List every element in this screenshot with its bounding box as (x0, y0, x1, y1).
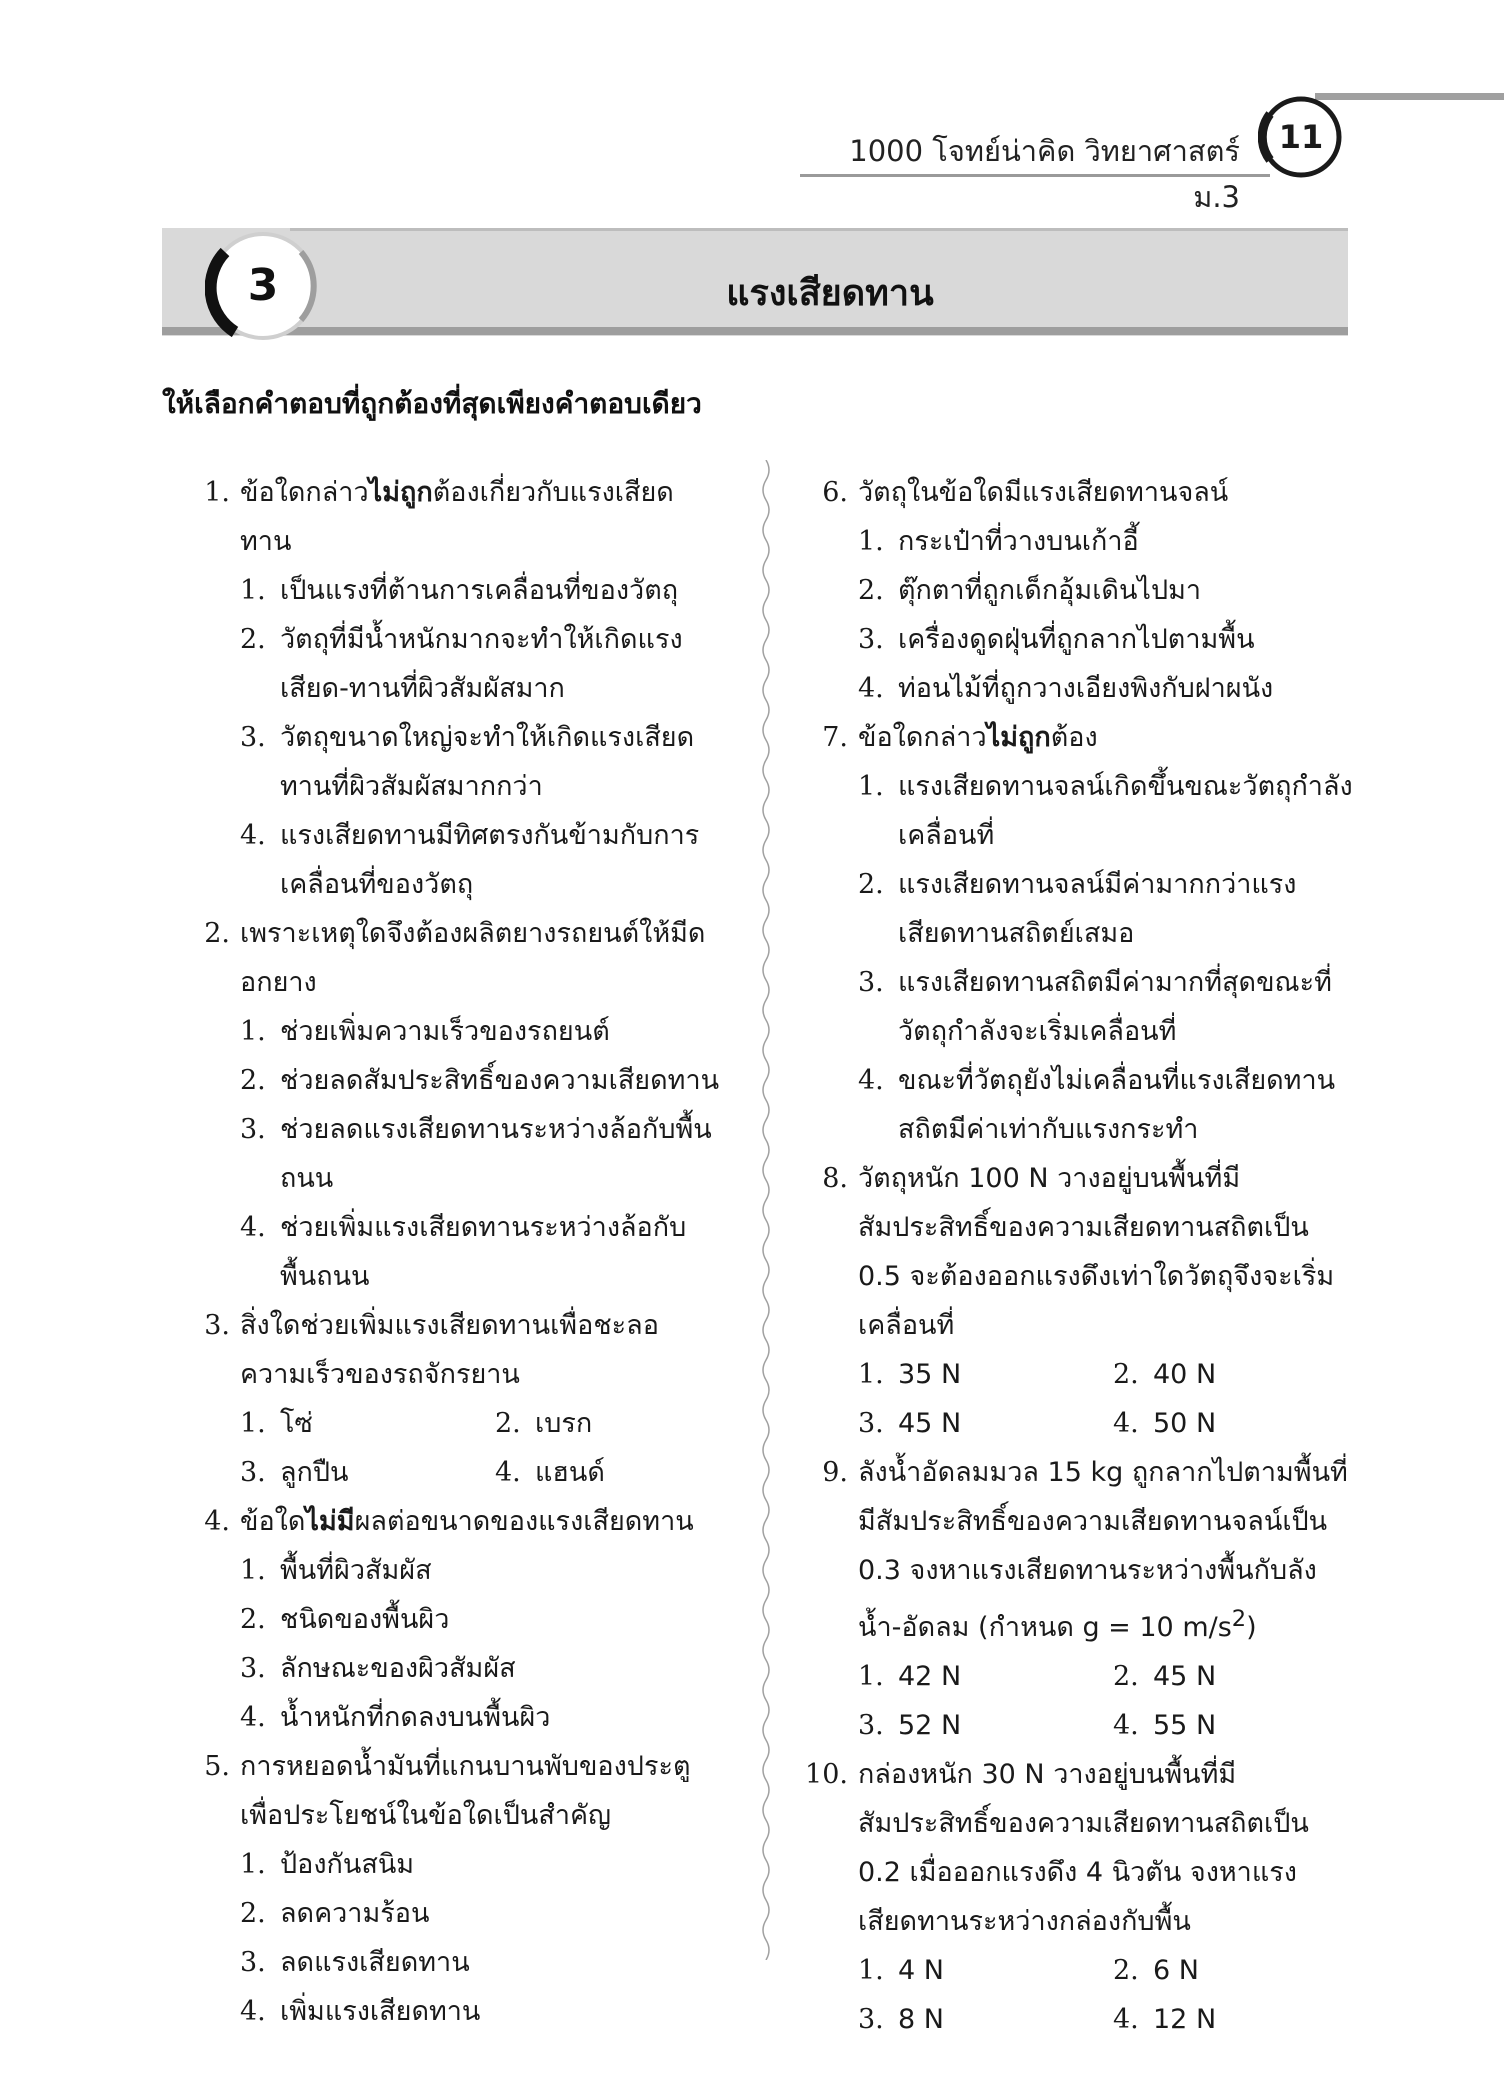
option-1: 1. เป็นแรงที่ต้านการเคลื่อนที่ของวัตถุ (240, 575, 679, 606)
option-2: 2. วัตถุที่มีน้ำหนักมากจะทำให้เกิดแรงเสียด-ทานที่ผิวสัมผัสมาก (240, 624, 683, 704)
option-1: 1. 42 N (858, 1661, 962, 1692)
question-text: ข้อใดกล่าวไม่ถูกต้อง (858, 722, 1098, 753)
option-1: 1. 35 N (858, 1359, 962, 1390)
question-number: 9. (822, 1457, 848, 1488)
option-3: 3. แรงเสียดทานสถิตมีค่ามากที่สุดขณะที่วัตถุกำลังจะเริ่มเคลื่อนที่ (858, 967, 1332, 1047)
question-text: การหยอดน้ำมันที่แกนบานพับของประตูเพื่อประโยชน์ในข้อใดเป็นสำคัญ (240, 1751, 691, 1831)
column-divider (756, 460, 776, 1960)
instruction-text: ให้เลือกคำตอบที่ถูกต้องที่สุดเพียงคำตอบเดียว (162, 387, 702, 420)
question-number: 4. (204, 1506, 230, 1537)
question-number: 6. (822, 477, 848, 508)
option-2: 2. ลดความร้อน (240, 1898, 430, 1929)
option-3: 3. ลดแรงเสียดทาน (240, 1947, 470, 1978)
option-row (808, 1350, 1353, 1399)
option-row (190, 1448, 720, 1497)
question-7 (808, 713, 1353, 762)
option-4: 4. เพิ่มแรงเสียดทาน (240, 1996, 481, 2027)
question-text: เพราะเหตุใดจึงต้องผลิตยางรถยนต์ให้มีดอกยาง (240, 918, 706, 998)
question-1 (190, 468, 720, 566)
question-10 (805, 1750, 1353, 1946)
option-3: 3. ช่วยลดแรงเสียดทานระหว่างล้อกับพื้นถนน (240, 1114, 712, 1194)
option-2: 2. ตุ๊กตาที่ถูกเด็กอุ้มเดินไปมา (858, 575, 1202, 606)
page-number: 11 (1278, 118, 1324, 156)
option-1: 1. 4 N (858, 1955, 944, 1986)
question-number: 3. (204, 1310, 230, 1341)
question-text: กล่องหนัก 30 N วางอยู่บนพื้นที่มีสัมประสิทธิ์ของความเสียดทานสถิตเป็น 0.2 เมื่อออกแรงดึง 4 นิวตัน จงหาแรงเสียดทานระหว่างกล่องกับพื้น (858, 1759, 1309, 1937)
question-5 (190, 1742, 720, 1840)
question-4 (190, 1497, 720, 1546)
option-row (808, 1652, 1353, 1701)
running-header-title: 1000 โจทย์น่าคิด วิทยาศาสตร์ ม.3 (849, 134, 1240, 214)
option-1: 1. แรงเสียดทานจลน์เกิดขึ้นขณะวัตถุกำลังเคลื่อนที่ (858, 771, 1353, 851)
option-row (808, 1399, 1353, 1448)
option-2: 2. ชนิดของพื้นผิว (240, 1604, 450, 1635)
question-2 (190, 909, 720, 1007)
option-3: 3. ลูกปืน (240, 1457, 349, 1488)
option-3: 3. 8 N (858, 2004, 944, 2035)
question-text: ลังน้ำอัดลมมวล 15 kg ถูกลากไปตามพื้นที่มีสัมประสิทธิ์ของความเสียดทานจลน์เป็น 0.3 จงหาแรงเสียดทานระหว่างพื้นกับลังน้ำ-อัดลม (กำหนด g = 10 $m/s^2$) (858, 1457, 1348, 1643)
option-row (808, 1946, 1353, 1995)
option-1: 1. ช่วยเพิ่มความเร็วของรถยนต์ (240, 1016, 610, 1047)
question-text: ข้อใดไม่มีผลต่อขนาดของแรงเสียดทาน (240, 1506, 694, 1537)
right-column (805, 468, 1353, 2044)
option-3: 3. ลักษณะของผิวสัมผัส (240, 1653, 516, 1684)
option-3: 3. เครื่องดูดฝุ่นที่ถูกลากไปตามพื้น (858, 624, 1255, 655)
question-number: 10. (805, 1759, 848, 1790)
question-3 (190, 1301, 720, 1399)
option-1: 1. โซ่ (240, 1408, 313, 1439)
question-text: ข้อใดกล่าวไม่ถูกต้องเกี่ยวกับแรงเสียดทาน (240, 477, 674, 557)
option-2: 2. แรงเสียดทานจลน์มีค่ามากกว่าแรงเสียดทานสถิตย์เสมอ (858, 869, 1297, 949)
option-4: 4. ท่อนไม้ที่ถูกวางเอียงพิงกับฝาผนัง (858, 673, 1274, 704)
option-2: 2. เบรก (495, 1408, 593, 1439)
question-number: 2. (204, 918, 230, 949)
question-number: 5. (204, 1751, 230, 1782)
option-4: 4. 12 N (1113, 2004, 1217, 2035)
option-4: 4. ขณะที่วัตถุยังไม่เคลื่อนที่แรงเสียดทานสถิตมีค่าเท่ากับแรงกระทำ (858, 1065, 1336, 1145)
option-row (190, 1399, 720, 1448)
option-2: 2. 40 N (1113, 1359, 1217, 1390)
option-2: 2. 45 N (1113, 1661, 1217, 1692)
option-4: 4. น้ำหนักที่กดลงบนพื้นผิว (240, 1702, 551, 1733)
question-text: สิ่งใดช่วยเพิ่มแรงเสียดทานเพื่อชะลอความเร็วของรถจักรยาน (240, 1310, 659, 1390)
option-4: 4. 55 N (1113, 1710, 1217, 1741)
question-6 (808, 468, 1353, 517)
chapter-number: 3 (247, 260, 279, 311)
option-1: 1. ป้องกันสนิม (240, 1849, 415, 1880)
question-number: 8. (822, 1163, 848, 1194)
question-9 (808, 1448, 1353, 1652)
header-underline (800, 174, 1270, 177)
chapter-banner-top-edge (290, 228, 1348, 231)
question-text: วัตถุในข้อใดมีแรงเสียดทานจลน์ (858, 477, 1229, 508)
option-3: 3. วัตถุขนาดใหญ่จะทำให้เกิดแรงเสียดทานที่ผิวสัมผัสมากกว่า (240, 722, 695, 802)
option-2: 2. ช่วยลดสัมประสิทธิ์ของความเสียดทาน (240, 1065, 720, 1096)
question-number: 1. (204, 477, 230, 508)
option-4: 4. 50 N (1113, 1408, 1217, 1439)
question-8 (808, 1154, 1353, 1350)
option-1: 1. พื้นที่ผิวสัมผัส (240, 1555, 432, 1586)
option-3: 3. 52 N (858, 1710, 962, 1741)
option-4: 4. ช่วยเพิ่มแรงเสียดทานระหว่างล้อกับพื้นถนน (240, 1212, 687, 1292)
option-row (808, 1995, 1353, 2044)
option-2: 2. 6 N (1113, 1955, 1199, 1986)
option-4: 4. แรงเสียดทานมีทิศตรงกันข้ามกับการเคลื่อนที่ของวัตถุ (240, 820, 700, 900)
chapter-title: แรงเสียดทาน (726, 273, 934, 314)
option-4: 4. แฮนด์ (495, 1457, 605, 1488)
chapter-banner-underline (162, 327, 1348, 335)
question-number: 7. (822, 722, 848, 753)
question-text: วัตถุหนัก 100 N วางอยู่บนพื้นที่มีสัมประสิทธิ์ของความเสียดทานสถิตเป็น 0.5 จะต้องออกแรงดึงเท่าใดวัตถุจึงจะเริ่มเคลื่อนที่ (858, 1163, 1335, 1341)
left-column (190, 468, 720, 2036)
option-row (808, 1701, 1353, 1750)
option-1: 1. กระเป๋าที่วางบนเก้าอี้ (858, 526, 1139, 557)
option-3: 3. 45 N (858, 1408, 962, 1439)
